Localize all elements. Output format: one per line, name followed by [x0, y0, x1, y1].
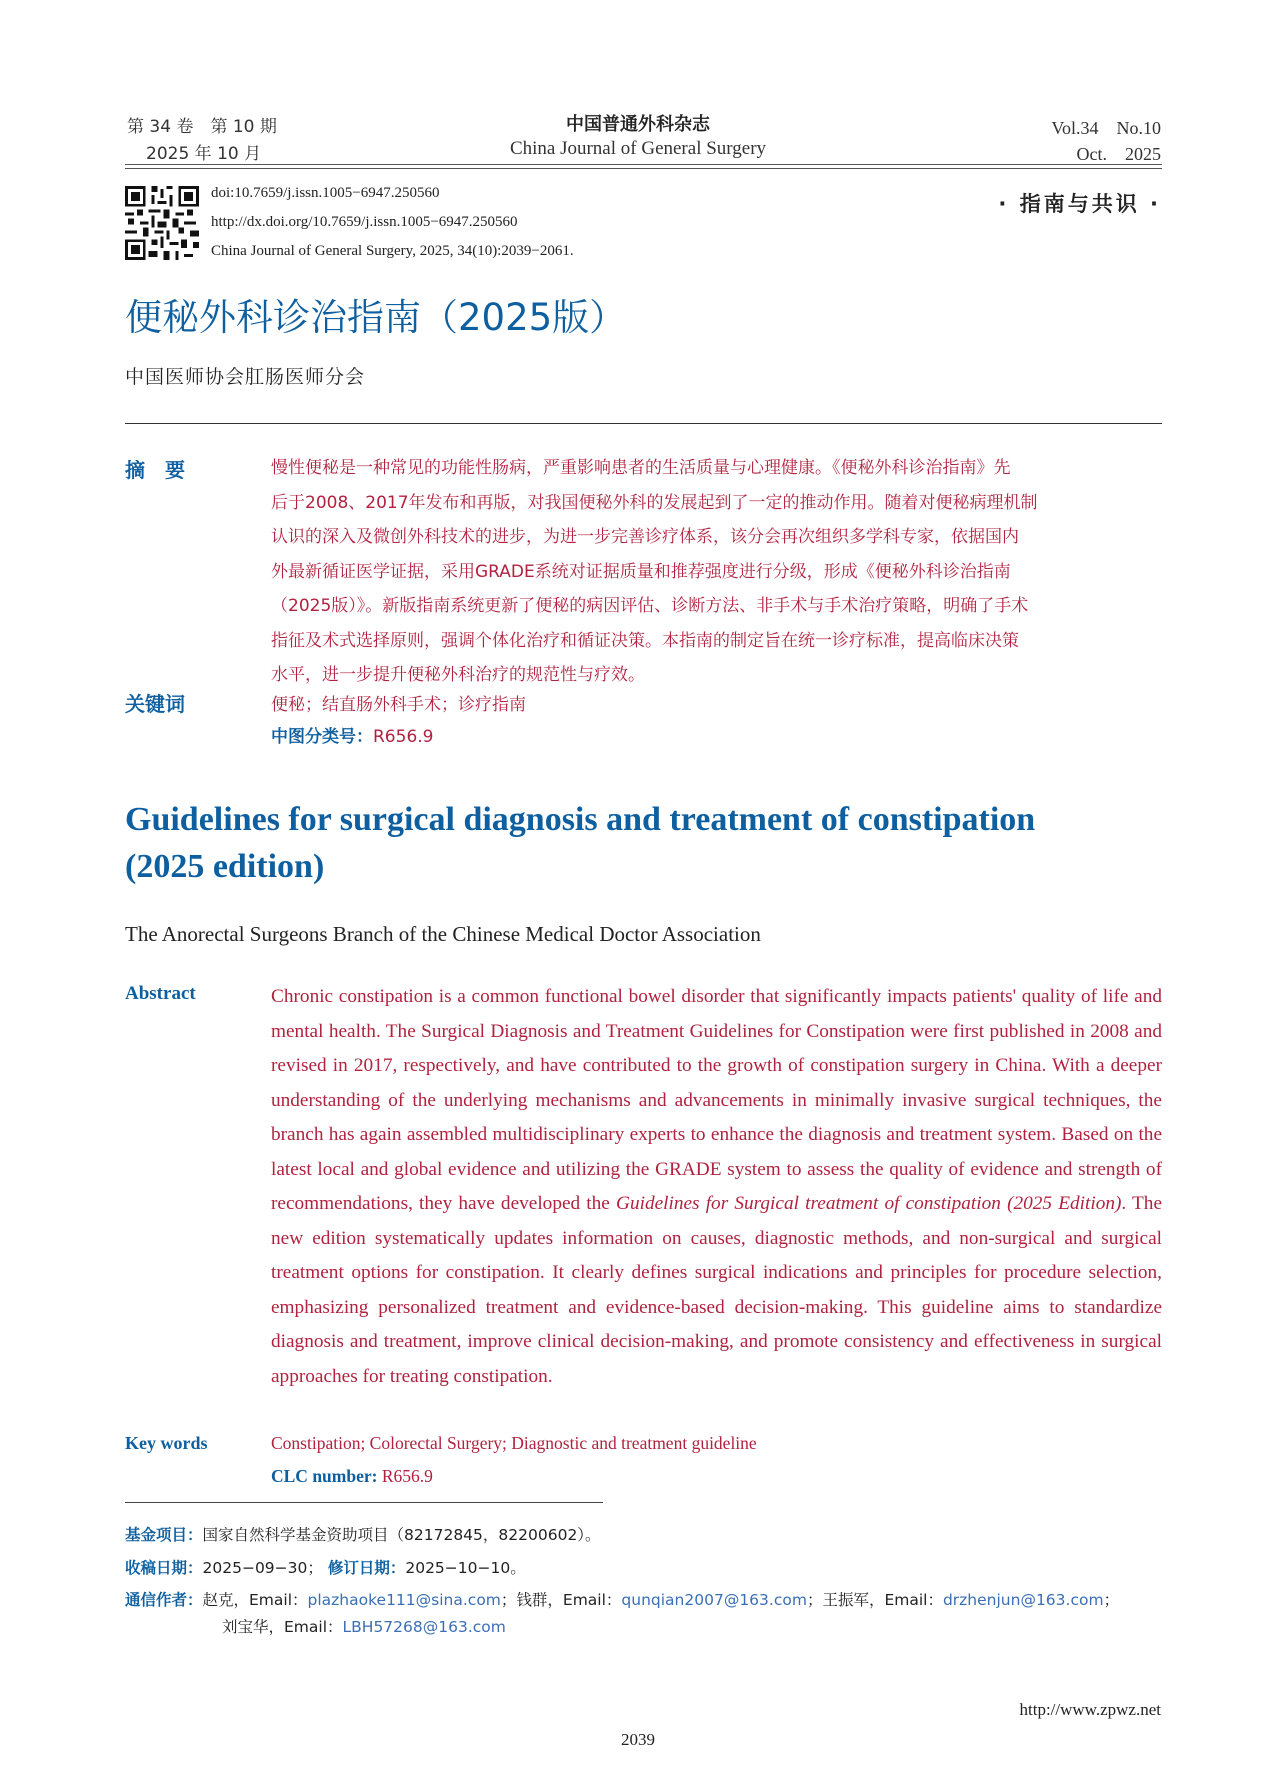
abstract-cn-line: 慢性便秘是一种常见的功能性肠病，严重影响患者的生活质量与心理健康。《便秘外科诊治指南》先 [271, 458, 1011, 478]
corr-name: ；钱群，Email： [500, 1591, 622, 1609]
corr-sep: ； [1103, 1591, 1120, 1609]
abstract-label-cn: 摘 要 [125, 458, 185, 482]
received-date: 2025−09−30； [202, 1559, 323, 1577]
footnote-rule [125, 1502, 603, 1503]
keywords-label-en: Key words [125, 1433, 208, 1453]
doi-text: doi:10.7659/j.issn.1005−6947.250560 [211, 185, 440, 201]
dates-note [125, 1555, 526, 1582]
revised-label: 修订日期： [327, 1559, 406, 1577]
revised-date: 2025−10−10。 [405, 1559, 526, 1577]
email-link[interactable]: qunqian2007@163.com [621, 1591, 807, 1609]
abstract-cn-line: 水平，进一步提升便秘外科治疗的规范性与疗效。 [271, 665, 645, 685]
email-link[interactable]: plazhaoke111@sina.com [307, 1591, 501, 1609]
fund-note [125, 1522, 601, 1549]
corr-name: 赵克，Email： [202, 1591, 308, 1609]
author-en: The Anorectal Surgeons Branch of the Chinese Medical Doctor Association [125, 922, 761, 946]
email-link[interactable]: LBH57268@163.com [342, 1618, 506, 1636]
title-divider [125, 423, 1162, 424]
doi-url-link[interactable]: http://dx.doi.org/10.7659/j.issn.1005−6947.250560 [211, 214, 518, 230]
header-rule-top [125, 164, 1162, 165]
corr-label: 通信作者： [125, 1591, 203, 1609]
clc-cn [271, 722, 433, 747]
keywords-cn: 便秘；结直肠外科手术；诊疗指南 [271, 695, 526, 715]
date-en: Oct. 2025 [1076, 144, 1161, 164]
page-title-cn: 便秘外科诊治指南（2025版） [125, 296, 627, 339]
journal-name-en: China Journal of General Surgery [509, 138, 767, 159]
clc-value-en: R656.9 [381, 1466, 433, 1486]
abstract-en-guideline-title: Guidelines for Surgical treatment of constipation (2025 Edition) [616, 1193, 1122, 1214]
abstract-cn-line: 认识的深入及微创外科技术的进步，为进一步完善诊疗体系，该分会再次组织多学科专家，依据国内 [271, 527, 1019, 547]
abstract-cn-line: （2025版）》。新版指南系统更新了便秘的病因评估、诊断方法、非手术与手术治疗策略，明确了手术 [271, 596, 1029, 616]
volume-issue-cn: 第 34 卷 第 10 期 [127, 117, 277, 137]
correspondence-note [125, 1587, 1165, 1614]
abstract-cn-line: 后于2008、2017年发布和再版，对我国便秘外科的发展起到了一定的推动作用。随着对便秘病理机制 [271, 492, 1038, 513]
page-number: 2039 [621, 1730, 655, 1749]
citation-text: China Journal of General Surgery, 2025, 34(10):2039−2061. [211, 243, 574, 259]
author-cn: 中国医师协会肛肠医师分会 [125, 366, 366, 388]
section-tag: · 指南与共识 · [998, 192, 1161, 216]
header-rule-bottom [125, 168, 1162, 169]
page-title-en-line: (2025 edition) [125, 848, 325, 885]
qr-code-icon [125, 186, 199, 260]
clc-en [271, 1466, 433, 1487]
keywords-label-cn: 关键词 [125, 692, 185, 716]
correspondence-note-cont [222, 1614, 506, 1641]
email-link[interactable]: drzhenjun@163.com [942, 1591, 1104, 1609]
journal-name-cn: 中国普通外科杂志 [566, 114, 710, 135]
abstract-label-en: Abstract [125, 983, 196, 1004]
abstract-cn [271, 451, 1162, 693]
corr-name: 刘宝华，Email： [222, 1618, 343, 1636]
abstract-cn-line: 外最新循证医学证据，采用GRADE系统对证据质量和推荐强度进行分级，形成《便秘外科诊治指南 [271, 561, 1011, 582]
corr-name: ；王振军，Email： [806, 1591, 943, 1609]
abstract-en-part: . The new edition systematically updates information on causes, diagnostic methods, and non-surgical and surgical treatment options for constipation. It clearly defines surgical indications and principles for procedure selection, emphasizing personalized treatment and evidence-based decision-making. This guideline aims to standardize diagnosis and treatment, improve clinical decision-making, and promote consistency and effectiveness in surgical approaches for treating constipation. [271, 1193, 1163, 1387]
clc-value-cn: R656.9 [373, 727, 434, 747]
received-label: 收稿日期： [125, 1559, 203, 1577]
keywords-en: Constipation; Colorectal Surgery; Diagnostic and treatment guideline [271, 1433, 757, 1453]
abstract-en-part: Chronic constipation is a common functional bowel disorder that significantly impacts patients' quality of life and mental health. The Surgical Diagnosis and Treatment Guidelines for Constipation were first published in 2008 and revised in 2017, respectively, and have contributed to the growth of constipation surgery in China. With a deeper understanding of the underlying mechanisms and advancements in minimally invasive surgical techniques, the branch has again assembled multidisciplinary experts to enhance the diagnosis and treatment system. Based on the latest local and global evidence and utilizing the GRADE system to assess the quality of evidence and strength of recommendations, they have developed the [271, 986, 1162, 1214]
page-title-en-line: Guidelines for surgical diagnosis and treatment of constipation [125, 801, 1036, 838]
volume-issue-en: Vol.34 No.10 [1051, 118, 1161, 138]
abstract-cn-line: 指征及术式选择原则，强调个体化治疗和循证决策。本指南的制定旨在统一诊疗标准，提高临床决策 [271, 630, 1019, 651]
fund-text: 国家自然科学基金资助项目（82172845，82200602）。 [202, 1526, 601, 1544]
fund-label: 基金项目： [125, 1526, 203, 1544]
journal-url-link[interactable]: http://www.zpwz.net [1019, 1700, 1161, 1719]
clc-label-cn: 中图分类号： [271, 727, 373, 747]
date-cn: 2025 年 10 月 [146, 144, 262, 164]
abstract-en [271, 980, 1162, 1394]
page-title-en [125, 796, 1125, 890]
clc-label-en: CLC number: [271, 1466, 378, 1486]
